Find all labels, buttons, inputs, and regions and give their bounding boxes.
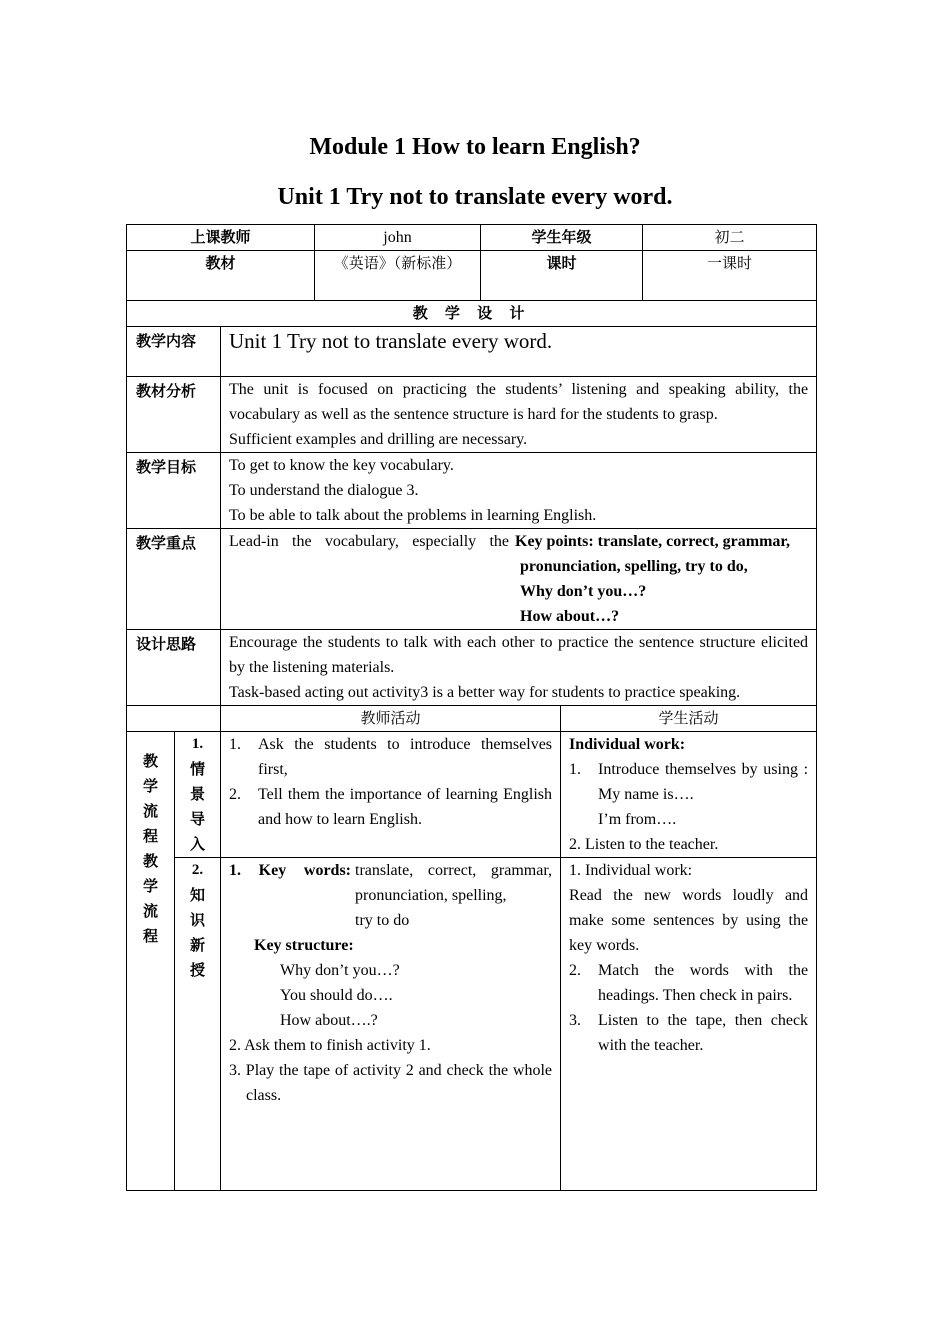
list-item: Why don’t you…?	[280, 962, 400, 979]
blank-cell	[127, 706, 221, 732]
key-structure-label: Key structure:	[254, 937, 354, 954]
step1-teacher	[221, 732, 561, 858]
list-item: I’m from….	[598, 811, 677, 828]
textbook-value: 《英语》（新标准）	[315, 251, 481, 301]
page-title: Module 1 How to learn English?	[309, 134, 641, 160]
idea-text: Encourage the students to talk with each other to practice the sentence structure elicited by the listening materials.	[229, 634, 809, 676]
page-subtitle: Unit 1 Try not to translate every word.	[277, 184, 673, 210]
goals-label: 教学目标	[127, 453, 221, 529]
focus-label: 教学重点	[127, 529, 221, 630]
grade-value: 初二	[643, 225, 817, 251]
list-item: 2. Match the words with the headings. Then check in pairs.	[569, 962, 809, 1004]
goal-item: To get to know the key vocabulary.	[229, 457, 454, 474]
list-item: 3. Play the tape of activity 2 and check the whole class.	[229, 1062, 553, 1104]
list-item: 2. Ask them to finish activity 1.	[229, 1037, 431, 1054]
textbook-label: 教材	[127, 251, 315, 301]
key-words: 1. Key words: translate, correct, grammar, pronunciation, spelling, try to do	[229, 862, 553, 929]
goals-cell	[221, 453, 817, 529]
goal-item: To understand the dialogue 3.	[229, 482, 419, 499]
content-label: 教学内容	[127, 327, 221, 377]
list-item: 3. Listen to the tape, then check with the teacher.	[569, 1012, 809, 1054]
analysis-label: 教材分析	[127, 377, 221, 453]
design-header: 教 学 设 计	[127, 301, 817, 327]
idea-label: 设计思路	[127, 630, 221, 706]
step2-label: 2. 知 识 新 授	[175, 858, 221, 1191]
teacher-activity-header: 教师活动	[221, 706, 561, 732]
idea-cell	[221, 630, 817, 706]
grade-label: 学生年级	[481, 225, 643, 251]
content-value: Unit 1 Try not to translate every word.	[221, 327, 817, 377]
step1-label: 1. 情 景 导 入	[175, 732, 221, 858]
analysis-text: The unit is focused on practicing the students’ listening and speaking ability, the vocabulary as well as the sentence structure is hard for the students to grasp.	[229, 381, 809, 423]
step1-student	[561, 732, 817, 858]
step2-teacher	[221, 858, 561, 1191]
focus-points	[515, 529, 808, 629]
list-item: 2. Listen to the teacher.	[569, 836, 719, 853]
student-activity-header: 学生活动	[561, 706, 817, 732]
goal-item: To be able to talk about the problems in learning English.	[229, 507, 597, 524]
list-item: You should do….	[280, 987, 393, 1004]
idea-text-2: Task-based acting out activity3 is a better way for students to practice speaking.	[229, 684, 741, 701]
list-item: Read the new words loudly and make some sentences by using the key words.	[569, 887, 809, 954]
list-item: 1. Ask the students to introduce themselves first,	[229, 736, 553, 778]
teacher-label: 上课教师	[127, 225, 315, 251]
focus-cell	[221, 529, 817, 630]
list-item: 2. Tell them the importance of learning English and how to learn English.	[229, 786, 553, 828]
focus-lead: Lead-in the vocabulary, especially the	[229, 533, 509, 550]
student-title: Individual work:	[569, 736, 686, 753]
student-title: 1. Individual work:	[569, 862, 693, 879]
teacher-value: john	[315, 225, 481, 251]
list-item: How about….?	[280, 1012, 378, 1029]
period-label: 课时	[481, 251, 643, 301]
focus-point: pronunciation, spelling, try to do,	[520, 558, 748, 575]
process-label: 教 学 流 程 教 学 流 程	[127, 732, 175, 1191]
analysis-cell	[221, 377, 817, 453]
period-value: 一课时	[643, 251, 817, 301]
step2-student	[561, 858, 817, 1191]
focus-point: Key points: translate, correct, grammar,	[515, 533, 791, 550]
analysis-text-2: Sufficient examples and drilling are necessary.	[229, 431, 528, 448]
lesson-plan-table	[126, 224, 817, 1191]
focus-point: Why don’t you…?	[520, 583, 647, 600]
focus-point: How about…?	[520, 608, 620, 625]
list-item: 1. Introduce themselves by using : My name is….	[569, 761, 809, 803]
